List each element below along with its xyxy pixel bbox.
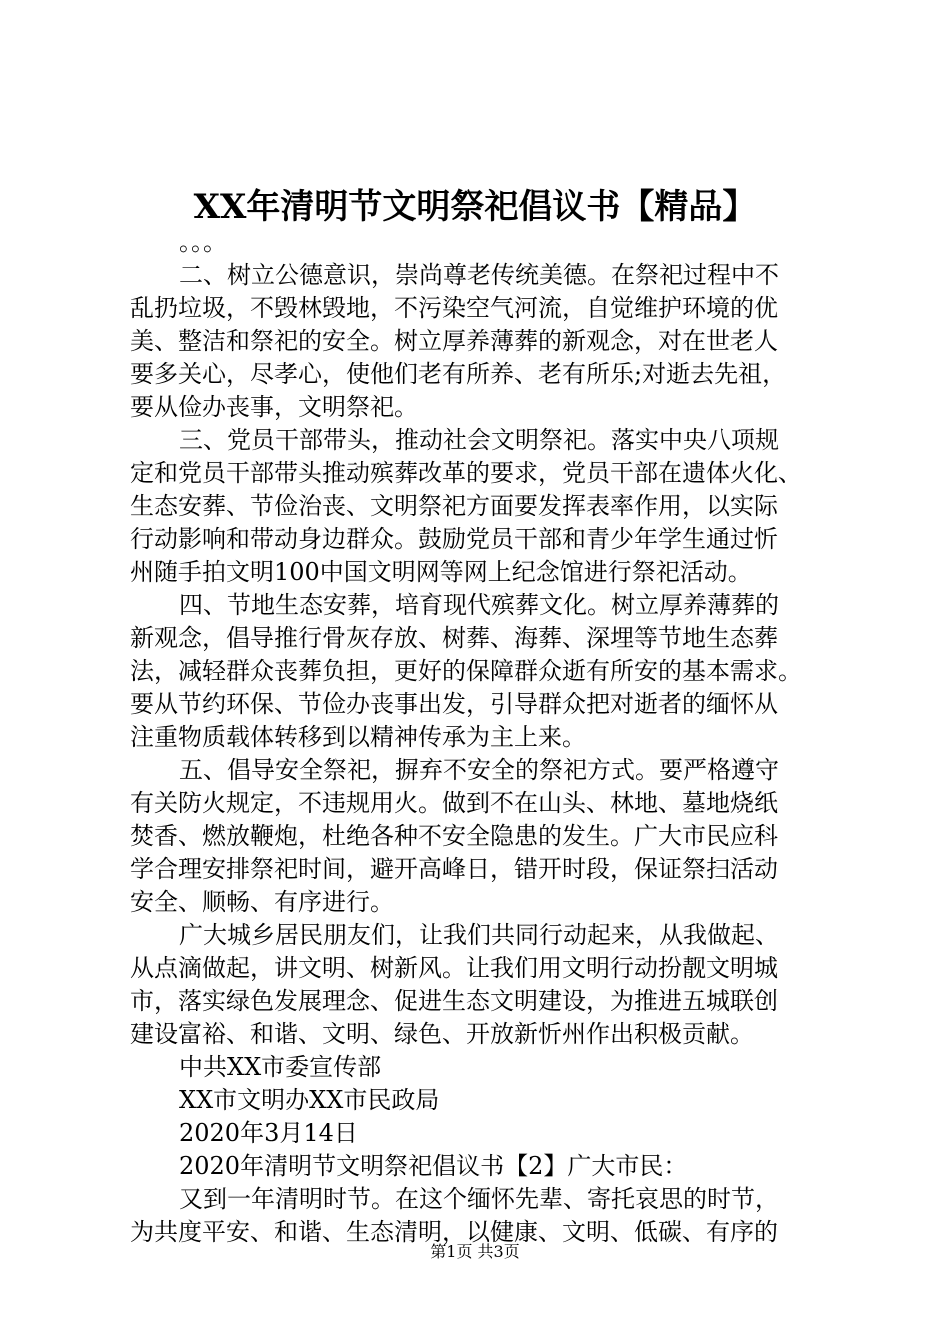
body-line: 三、党员干部带头，推动社会文明祭祀。落实中央八项规 <box>179 426 779 454</box>
body-line: 法，减轻群众丧葬负担，更好的保障群众逝有所安的基本需求。 <box>130 657 802 685</box>
body-line: 又到一年清明时节。在这个缅怀先辈、寄托哀思的时节， <box>179 1185 779 1213</box>
page-footer: 第1页 共3页 <box>430 1242 520 1261</box>
body-line: 美、整洁和祭祀的安全。树立厚养薄葬的新观念，对在世老人 <box>130 327 778 355</box>
body-line: 要从俭办丧事，文明祭祀。 <box>130 393 418 421</box>
body-line: XX市文明办XX市民政局 <box>179 1086 440 1114</box>
body-line: 要多关心，尽孝心，使他们老有所养、老有所乐;对逝去先祖， <box>130 360 787 388</box>
body-line: 二、树立公德意识，崇尚尊老传统美德。在祭祀过程中不 <box>179 261 779 289</box>
body-line: 为共度平安、和谐、生态清明，以健康、文明、低碳、有序的 <box>130 1218 778 1246</box>
body-line: 定和党员干部带头推动殡葬改革的要求，党员干部在遗体火化、 <box>130 459 802 487</box>
body-line: 行动影响和带动身边群众。鼓励党员干部和青少年学生通过忻 <box>130 525 778 553</box>
body-line: 生态安葬、节俭治丧、文明祭祀方面要发挥表率作用，以实际 <box>130 492 778 520</box>
body-line: 要从节约环保、节俭办丧事出发，引导群众把对逝者的缅怀从 <box>130 690 778 718</box>
body-line: 乱扔垃圾，不毁林毁地，不污染空气河流，自觉维护环境的优 <box>130 294 778 322</box>
body-line: 2020年3月14日 <box>179 1119 358 1147</box>
body-line: 学合理安排祭祀时间，避开高峰日，错开时段，保证祭扫活动 <box>130 855 778 883</box>
body-line: 中共XX市委宣传部 <box>179 1053 382 1081</box>
body-line: 从点滴做起，讲文明、树新风。让我们用文明行动扮靓文明城 <box>130 954 778 982</box>
body-line: 焚香、燃放鞭炮，杜绝各种不安全隐患的发生。广大市民应科 <box>130 822 778 850</box>
body-line: 州随手拍文明100中国文明网等网上纪念馆进行祭祀活动。 <box>130 558 752 586</box>
body-line: 有关防火规定，不违规用火。做到不在山头、林地、墓地烧纸 <box>130 789 778 817</box>
body-line: 四、节地生态安葬，培育现代殡葬文化。树立厚养薄葬的 <box>179 591 779 619</box>
document-body <box>130 226 835 1249</box>
body-line: 安全、顺畅、有序进行。 <box>130 888 394 916</box>
body-line: 。。。 <box>179 228 227 256</box>
body-line: 建设富裕、和谐、文明、绿色、开放新忻州作出积极贡献。 <box>130 1020 754 1048</box>
body-line: 广大城乡居民朋友们，让我们共同行动起来，从我做起、 <box>179 921 779 949</box>
body-line: 市，落实绿色发展理念、促进生态文明建设，为推进五城联创 <box>130 987 778 1015</box>
body-line: 新观念，倡导推行骨灰存放、树葬、海葬、深埋等节地生态葬 <box>130 624 778 652</box>
document-title: XX年清明节文明祭祀倡议书【精品】 <box>193 187 757 227</box>
body-line: 注重物质载体转移到以精神传承为主上来。 <box>130 723 586 751</box>
body-line: 五、倡导安全祭祀，摒弃不安全的祭祀方式。要严格遵守 <box>179 756 779 784</box>
body-line: 2020年清明节文明祭祀倡议书【2】广大市民： <box>179 1152 688 1180</box>
